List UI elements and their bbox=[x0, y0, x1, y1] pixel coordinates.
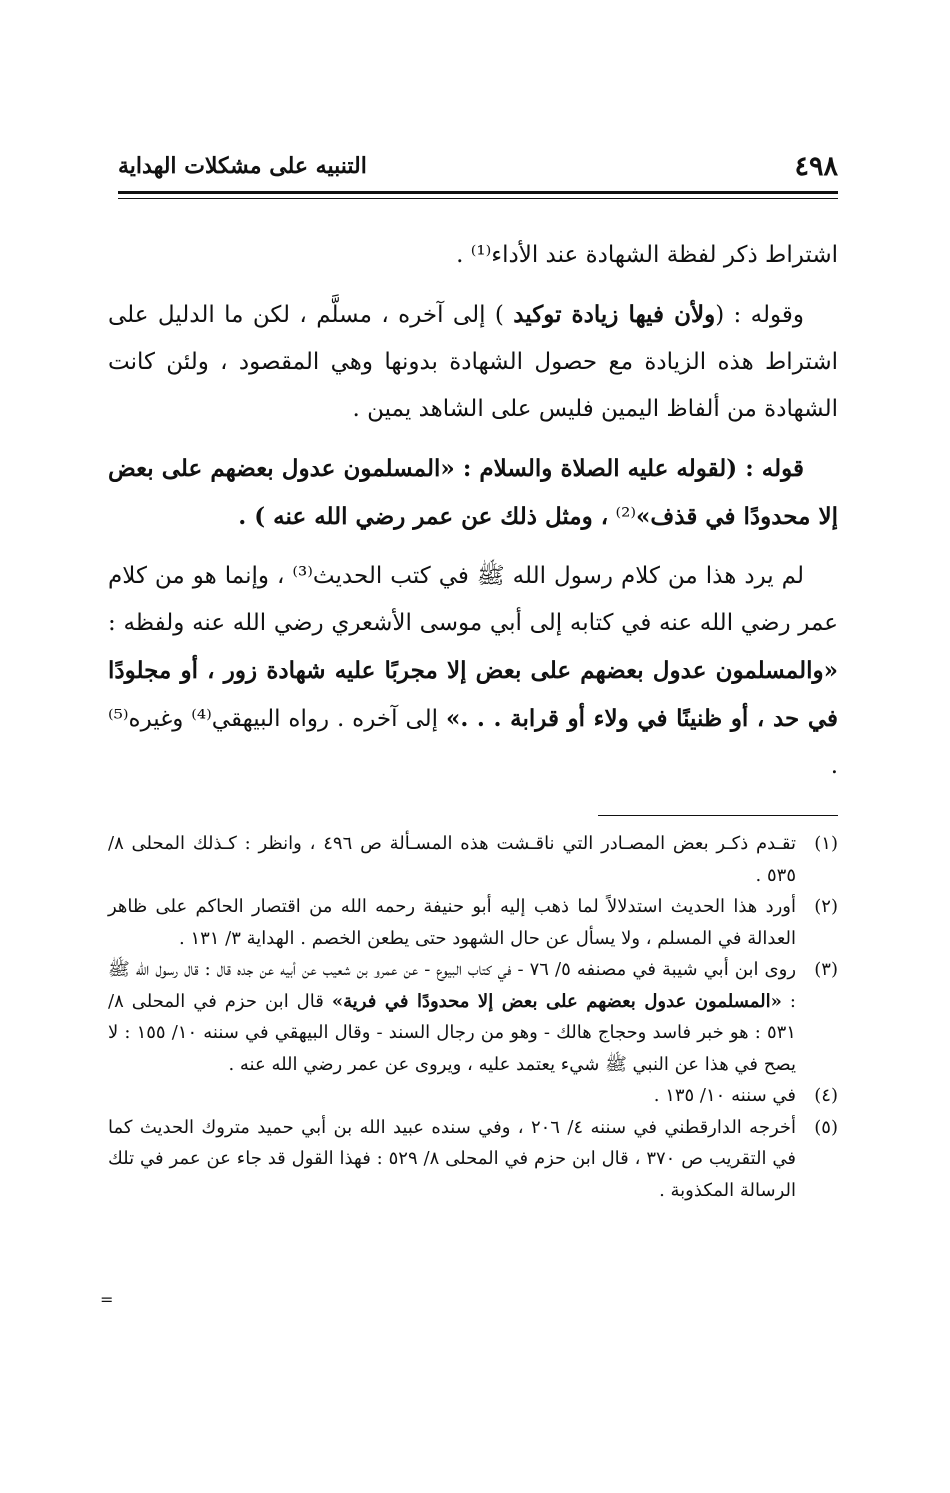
footnote-text-bold: «المسلمون عدول بعضهم على بعض إلا محدودًا في فرية» bbox=[331, 990, 782, 1012]
footnote-mark: (٣) bbox=[814, 959, 838, 980]
main-text bbox=[108, 232, 838, 790]
p2-pre: وقوله : ( bbox=[715, 302, 804, 328]
footnote-mark: (٥) bbox=[814, 1116, 838, 1138]
footnote-1 bbox=[108, 828, 838, 891]
footnote-text: أورد هذا الحديث استدلالاً لما ذهب إليه أبو حنيفة رحمه الله من اقتصار الحاكم على ظاهر العدالة في المسلم ، ولا يسأل عن حال الشهود حتى يطعن الخصم . الهداية ٣/ ١٣١ . bbox=[108, 896, 796, 949]
p4-post: إلى آخره . رواه البيهقي⁽⁴⁾ وغيره⁽⁵⁾ . bbox=[108, 706, 838, 779]
footnote-text: تقـدم ذكـر بعض المصـادر التي ناقـشت هذه المسـألة ص ٤٩٦ ، وانظر : كـذلك المحلى ٨/ ٥٣٥ . bbox=[108, 833, 796, 886]
footnote-3 bbox=[108, 954, 838, 1080]
p4-bold: «والمسلمون عدول بعضهم على بعض إلا مجربًا عليه شهادة زور ، أو مجلودًا في حد ، أو ظنينًا في ولاء أو قرابة . . .» bbox=[108, 657, 839, 732]
footnote-5 bbox=[108, 1112, 838, 1207]
footnote-text: أخرجه الدارقطني في سننه ٤/ ٢٠٦ ، وفي سنده عبيد الله بن أبي حميد متروك الحديث كما في التقريب ص ٣٧٠ ، قال ابن حزم في المحلى ٨/ ٥٢٩ : فهذا القول قد جاء عن عمر في تلك الرسالة المكذوبة . bbox=[108, 1116, 796, 1201]
p3-bold-2: ، ومثل ذلك عن عمر رضي الله عنه ) . bbox=[238, 503, 609, 530]
paragraph-1: اشتراط ذكر لفظة الشهادة عند الأداء⁽¹⁾ . bbox=[456, 242, 838, 268]
p2-post: ) إلى آخره ، مسلَّم ، لكن ما الدليل على اشتراط هذه الزيادة مع حصول الشهادة بدونها وهي المقصود ، ولئن كانت الشهادة من ألفاظ اليمين فليس على الشاهد يمين . bbox=[108, 302, 838, 422]
paragraph-3 bbox=[108, 445, 838, 541]
p3-bold-1: قوله : (لقوله عليه الصلاة والسلام : «المسلمون عدول بعضهم على بعض إلا محدودًا في قذف» bbox=[108, 455, 838, 530]
footnote-mark: (١) bbox=[814, 833, 838, 854]
footnote-4 bbox=[108, 1080, 838, 1112]
footnote-mark: (٤) bbox=[814, 1085, 838, 1106]
footnote-text-pre: روى ابن أبي شيبة في مصنفه ٥/ ٧٦ - في كتاب البيوع - عن عمرو بن شعيب عن أبيه عن جده قال : قال رسول الله ﷺ : bbox=[108, 959, 797, 1012]
continuation-mark: = bbox=[100, 1290, 114, 1309]
footnote-text-post: قال ابن حزم في المحلى ٨/ ٥٣١ : هو خبر فاسد وحجاج هالك - وهو من رجال السند - وقال البيهقي في سننه ١٠/ ١٥٥ : لا يصح في هذا عن النبي ﷺ شيء يعتمد عليه ، ويروى عن عمر رضي الله عنه . bbox=[108, 990, 796, 1075]
running-title: التنبيه على مشكلات الهداية bbox=[118, 153, 367, 179]
p4-pre: لم يرد هذا من كلام رسول الله ﷺ في كتب الحديث⁽³⁾ ، وإنما هو من كلام عمر رضي الله عنه في كتابه إلى أبي موسى الأشعري رضي الله عنه ولفظه : bbox=[108, 563, 838, 636]
footnote-text: في سننه ١٠/ ١٣٥ . bbox=[653, 1085, 796, 1106]
header-rule-thick bbox=[118, 191, 838, 194]
footnote-mark: (٢) bbox=[814, 896, 838, 917]
p2-bold: ولأن فيها زيادة توكيد bbox=[513, 301, 716, 328]
footnote-separator bbox=[598, 815, 838, 816]
page-number: ٤٩٨ bbox=[794, 150, 838, 182]
paragraph-2 bbox=[108, 291, 838, 433]
footnotes bbox=[108, 828, 838, 1206]
footnote-2 bbox=[108, 891, 838, 954]
paragraph-4 bbox=[108, 553, 838, 790]
header-rule-thin bbox=[118, 198, 838, 199]
p3-mark: ⁽²⁾ bbox=[615, 504, 637, 530]
page-header bbox=[118, 148, 838, 184]
